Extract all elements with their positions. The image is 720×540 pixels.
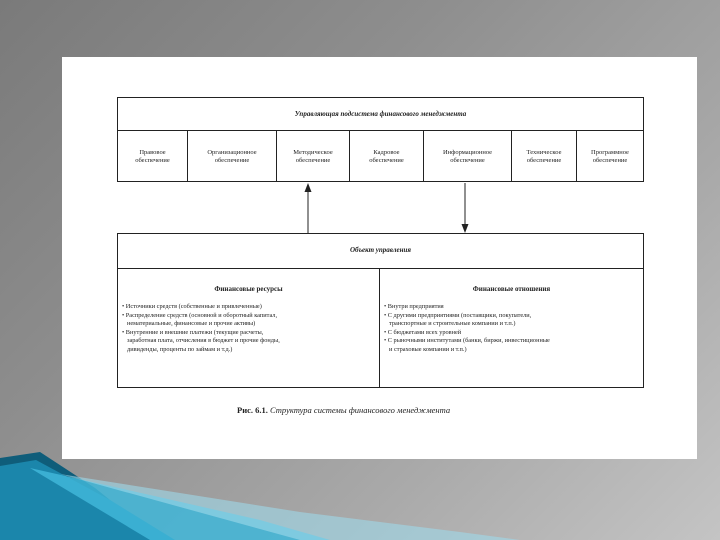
slide	[62, 57, 697, 459]
support-cell-methodical: Методическое обеспечение	[277, 131, 350, 182]
figure-title: Структура системы финансового менеджмента	[270, 405, 451, 415]
list-item: • Внутренние и внешние платежи (текущие расчеты,	[122, 328, 264, 336]
list-item: нематериальные, финансовые и прочие активы)	[127, 320, 256, 328]
list-item: • Распределение средств (основной и оборотный капитал,	[122, 311, 278, 319]
control-subsystem-title: Управляющая подсистема финансового менеджмента	[294, 110, 467, 118]
support-cell-technical: Техническое обеспечение	[512, 131, 577, 182]
list-item: • С другими предприятиями (поставщики, покупатели,	[384, 311, 532, 319]
list-item: • С бюджетами всех уровней	[384, 328, 462, 336]
support-cell-legal: Правовое обеспечение	[118, 131, 188, 182]
arrow-down	[462, 183, 469, 233]
figure-label: Рис. 6.1.	[237, 405, 268, 415]
financial-relations-column	[380, 269, 643, 388]
list-item: • Внутри предприятия	[384, 303, 444, 310]
financial-resources-heading: Финансовые ресурсы	[214, 285, 283, 293]
object-columns	[118, 268, 643, 388]
list-item: заработная плата, отчисления в бюджет и прочие фонды,	[127, 337, 280, 345]
financial-relations-heading: Финансовые отношения	[472, 285, 551, 293]
support-cell-personnel: Кадровое обеспечение	[350, 131, 424, 182]
list-item: и страховые компании и т.п.)	[389, 345, 467, 353]
list-item: транспортные и строительные компании и т.п.)	[389, 320, 516, 328]
list-item: • Источники средств (собственные и привлеченные)	[122, 303, 262, 310]
financial-resources-column	[118, 269, 380, 388]
arrow-up	[305, 183, 312, 233]
support-cell-software: Программное обеспечение	[591, 148, 629, 164]
decorative-swoosh	[0, 450, 720, 540]
management-object-title: Объект управления	[349, 246, 412, 254]
figure-caption	[237, 405, 450, 415]
management-object-box	[117, 233, 644, 388]
list-item: • С рыночными институтами (банки, биржи, инвестиционные	[384, 337, 550, 345]
financial-resources-list	[122, 303, 280, 355]
support-cell-information: Информационное обеспечение	[424, 131, 512, 182]
list-item: дивиденды, проценты по займам и т.д.)	[127, 345, 233, 353]
support-cell-organizational: Организационное обеспечение	[188, 131, 277, 182]
financial-relations-list	[384, 303, 550, 355]
